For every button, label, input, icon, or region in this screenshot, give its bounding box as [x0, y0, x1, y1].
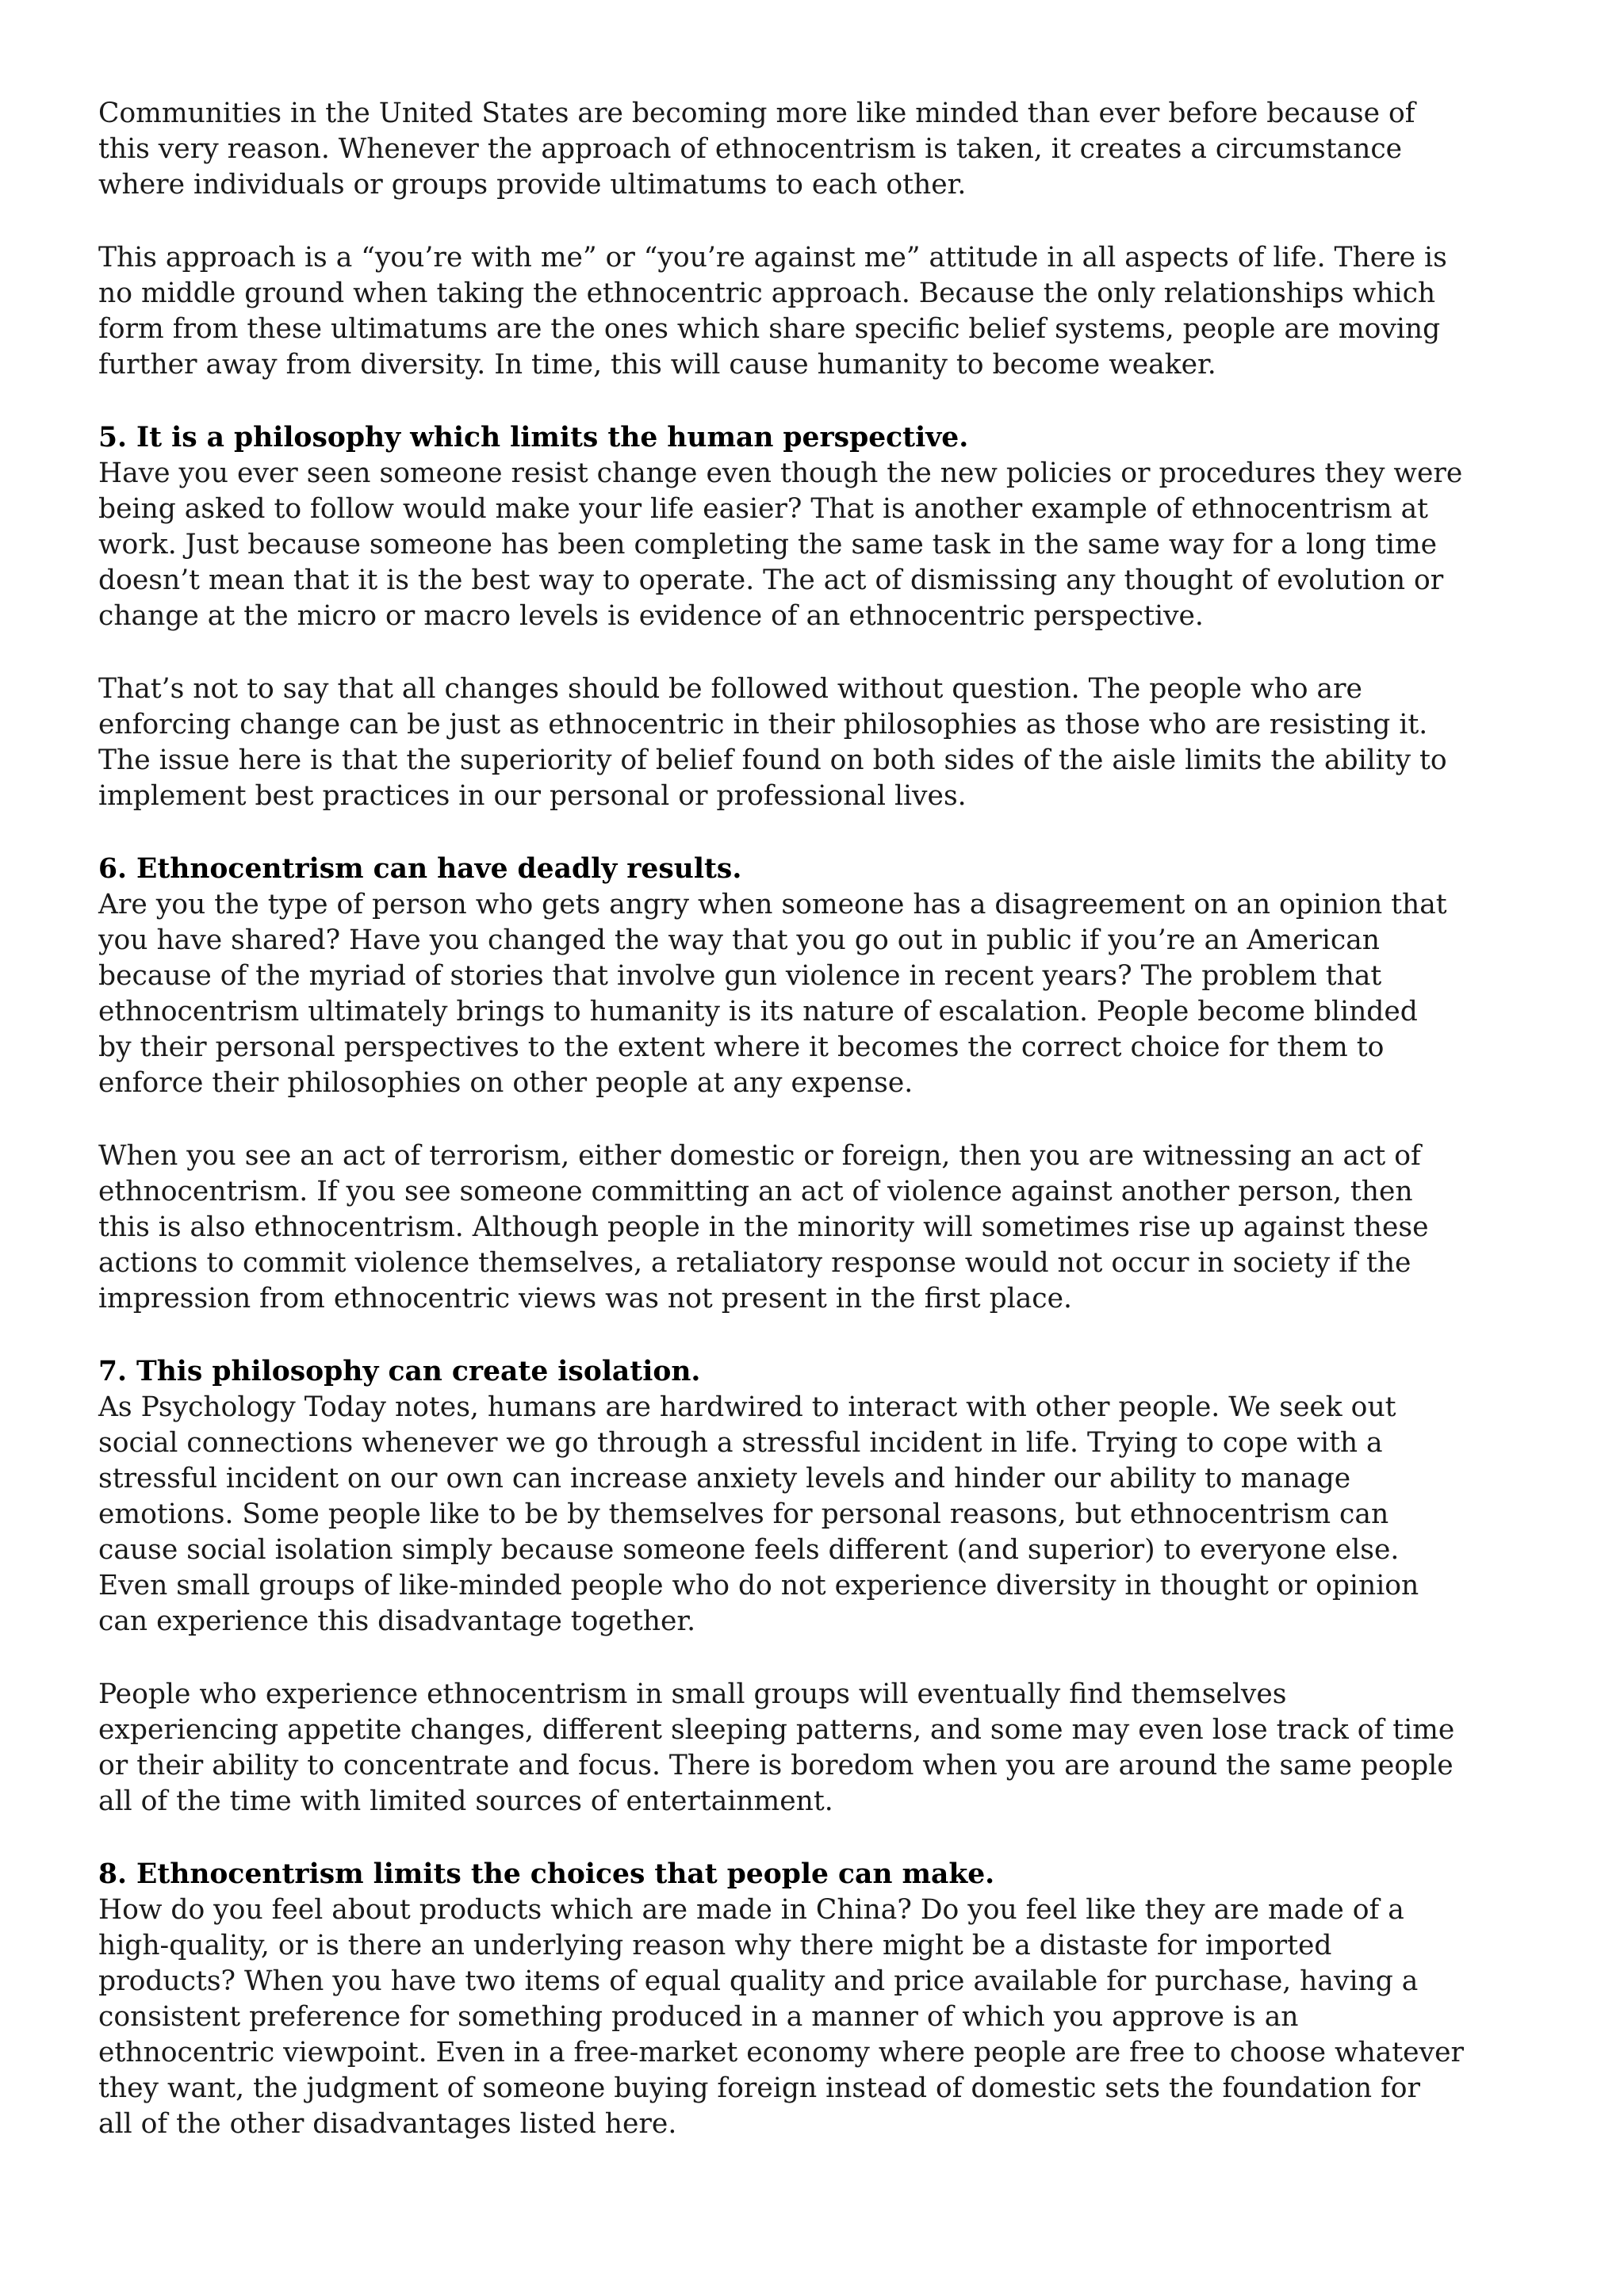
- paragraph-like-minded-communities: [98, 96, 1549, 203]
- text-line: all of the time with limited sources of entertainment.: [98, 1785, 833, 1817]
- text-line: because of the myriad of stories that involve gun violence in recent years? The problem that: [98, 960, 1382, 992]
- text-line: As Psychology Today notes, humans are hardwired to interact with other people. We seek out: [98, 1391, 1396, 1423]
- text-line: work. Just because someone has been completing the same task in the same way for a long time: [98, 529, 1438, 561]
- text-line: where individuals or groups provide ultimatums to each other.: [98, 169, 967, 201]
- text-line: being asked to follow would make your life easier? That is another example of ethnocentrism at: [98, 493, 1429, 525]
- text-line: That’s not to say that all changes should be followed without question. The people who are: [98, 673, 1362, 705]
- text-line: impression from ethnocentric views was not present in the first place.: [98, 1283, 1073, 1314]
- text-line: stressful incident on our own can increase anxiety levels and hinder our ability to manage: [98, 1463, 1351, 1494]
- section-heading-5: 5. It is a philosophy which limits the human perspective.: [98, 422, 969, 453]
- text-line: How do you feel about products which are made in China? Do you feel like they are made of a: [98, 1894, 1404, 1926]
- text-line: This approach is a “you’re with me” or “you’re against me” attitude in all aspects of life. There is: [98, 242, 1447, 274]
- text-line: by their personal perspectives to the extent where it becomes the correct choice for them to: [98, 1031, 1385, 1063]
- text-line: Even small groups of like-minded people who do not experience diversity in thought or opinion: [98, 1570, 1419, 1601]
- text-line: consistent preference for something produced in a manner of which you approve is an: [98, 2001, 1299, 2033]
- text-line: further away from diversity. In time, this will cause humanity to become weaker.: [98, 349, 1216, 381]
- document-page: [98, 96, 1549, 2179]
- text-line: ethnocentrism. If you see someone committing an act of violence against another person, then: [98, 1176, 1413, 1207]
- section-7: [98, 1354, 1549, 1640]
- paragraph-terrorism: [98, 1138, 1549, 1317]
- text-line: social connections whenever we go through a stressful incident in life. Trying to cope with a: [98, 1427, 1383, 1459]
- text-line: doesn’t mean that it is the best way to operate. The act of dismissing any thought of evolution or: [98, 564, 1444, 596]
- text-line: form from these ultimatums are the ones which share specific belief systems, people are moving: [98, 313, 1441, 345]
- text-line: or their ability to concentrate and focus. There is boredom when you are around the same people: [98, 1750, 1454, 1781]
- paragraph-ultimatum-attitude: [98, 240, 1549, 383]
- paragraph-changes-question: [98, 672, 1549, 814]
- text-line: experiencing appetite changes, different sleeping patterns, and some may even lose track of time: [98, 1714, 1455, 1746]
- text-line: can experience this disadvantage together.: [98, 1605, 696, 1637]
- text-line: this is also ethnocentrism. Although people in the minority will sometimes rise up against these: [98, 1211, 1429, 1243]
- text-line: all of the other disadvantages listed here.: [98, 2108, 677, 2140]
- text-line: enforcing change can be just as ethnocentric in their philosophies as those who are resisting it.: [98, 709, 1428, 740]
- text-line: actions to commit violence themselves, a retaliatory response would not occur in society if the: [98, 1247, 1411, 1279]
- section-heading-8: 8. Ethnocentrism limits the choices that people can make.: [98, 1858, 995, 1890]
- text-line: When you see an act of terrorism, either domestic or foreign, then you are witnessing an act of: [98, 1140, 1421, 1172]
- text-line: you have shared? Have you changed the way that you go out in public if you’re an American: [98, 924, 1381, 956]
- section-heading-7: 7. This philosophy can create isolation.: [98, 1356, 701, 1387]
- text-line: Are you the type of person who gets angry when someone has a disagreement on an opinion that: [98, 889, 1447, 920]
- paragraph-small-groups: [98, 1677, 1549, 1820]
- text-line: change at the micro or macro levels is evidence of an ethnocentric perspective.: [98, 600, 1204, 632]
- text-line: cause social isolation simply because someone feels different (and superior) to everyone else.: [98, 1534, 1400, 1566]
- text-line: no middle ground when taking the ethnocentric approach. Because the only relationships which: [98, 277, 1436, 309]
- text-line: The issue here is that the superiority of belief found on both sides of the aisle limits the ability to: [98, 744, 1447, 776]
- section-8: [98, 1857, 1549, 2142]
- text-line: Communities in the United States are becoming more like minded than ever before because of: [98, 98, 1415, 129]
- section-6: [98, 851, 1549, 1101]
- text-line: they want, the judgment of someone buying foreign instead of domestic sets the foundation for: [98, 2072, 1421, 2104]
- section-heading-6: 6. Ethnocentrism can have deadly results.: [98, 853, 742, 885]
- text-line: emotions. Some people like to be by themselves for personal reasons, but ethnocentrism can: [98, 1498, 1389, 1530]
- text-line: this very reason. Whenever the approach of ethnocentrism is taken, it creates a circumstance: [98, 133, 1403, 165]
- text-line: high-quality, or is there an underlying reason why there might be a distaste for imported: [98, 1930, 1332, 1961]
- text-line: ethnocentric viewpoint. Even in a free-market economy where people are free to choose whatever: [98, 2037, 1464, 2068]
- text-line: implement best practices in our personal or professional lives.: [98, 780, 967, 812]
- text-line: ethnocentrism ultimately brings to humanity is its nature of escalation. People become blinded: [98, 996, 1418, 1027]
- text-line: Have you ever seen someone resist change even though the new policies or procedures they were: [98, 457, 1463, 489]
- text-line: People who experience ethnocentrism in small groups will eventually find themselves: [98, 1678, 1287, 1710]
- text-line: enforce their philosophies on other people at any expense.: [98, 1067, 914, 1099]
- section-5: [98, 420, 1549, 634]
- text-line: products? When you have two items of equal quality and price available for purchase, having a: [98, 1965, 1419, 1997]
